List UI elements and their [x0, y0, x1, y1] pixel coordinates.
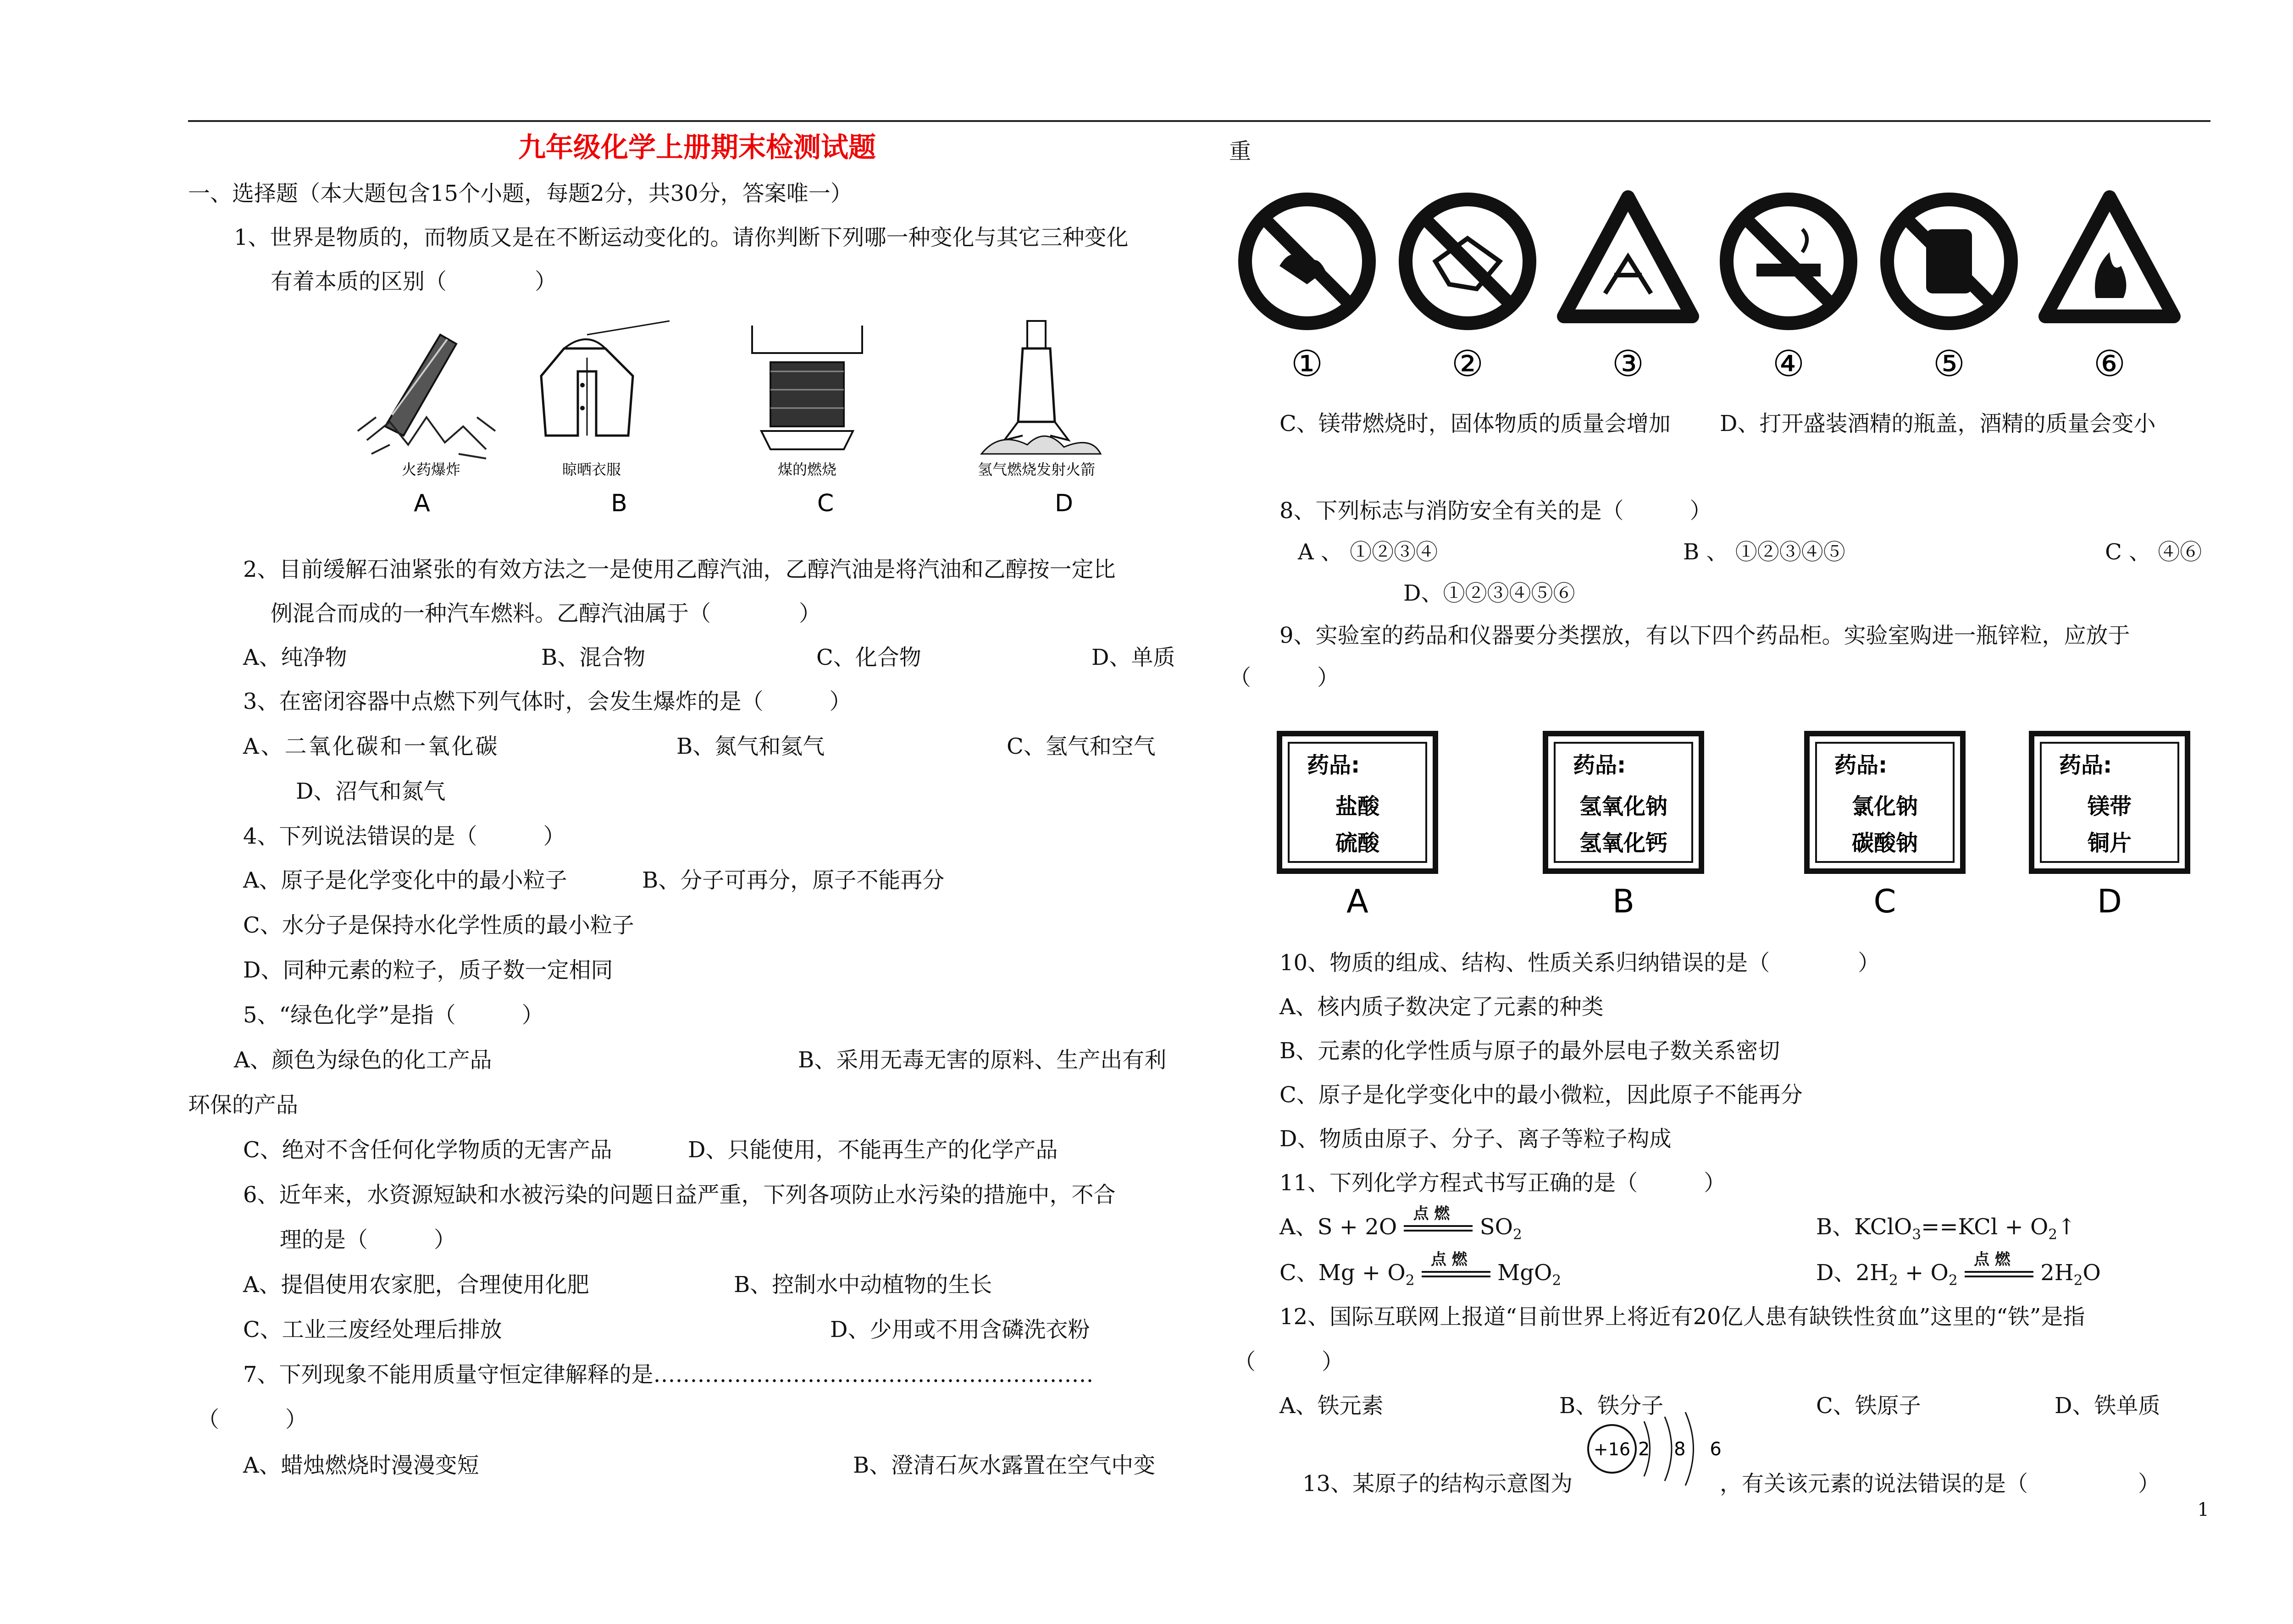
image-caption-d: 氢气燃烧发射火箭: [977, 461, 1096, 478]
q11-a-condition: [1404, 1204, 1473, 1240]
image-letter-c: C: [817, 490, 834, 517]
q4-option-b: B、分子可再分，原子不能再分: [642, 867, 945, 893]
q8-stem: 8、下列标志与消防安全有关的是（ ）: [1279, 498, 1712, 524]
cabinets-figure: [1270, 729, 2210, 931]
cabinet-d-item1: 镁带: [2087, 794, 2132, 819]
image-letter-d: D: [1054, 490, 1074, 517]
q9-stem-line1: 9、实验室的药品和仪器要分类摆放，有以下四个药品柜。实验室购进一瓶锌粒，应放于: [1279, 623, 2130, 648]
q7-option-a: A、蜡烛燃烧时漫漫变短: [243, 1453, 479, 1478]
q7-stem-line1: 7、下列现象不能用质量守恒定律解释的是……………………………………………………: [243, 1362, 1094, 1387]
q6-option-d: D、少用或不用含磷洗衣粉: [830, 1317, 1090, 1342]
q11-stem: 11、下列化学方程式书写正确的是（ ）: [1279, 1170, 1726, 1196]
q12-option-b: B、铁分子: [1559, 1393, 1664, 1419]
flammable-warning-icon: [2045, 197, 2174, 316]
q2-option-c: C、化合物: [816, 645, 921, 670]
q11-c-reactants-sub: 2: [1405, 1272, 1415, 1289]
q10-stem: 10、物质的组成、结构、性质关系归纳错误的是（ ）: [1279, 950, 1880, 976]
q2-option-a: A、纯净物: [243, 645, 347, 670]
q12-stem-line2: （ ）: [1234, 1349, 1344, 1375]
q3-stem: 3、在密闭容器中点燃下列气体时，会发生爆炸的是（ ）: [243, 689, 852, 714]
image-letter-b: B: [611, 490, 627, 517]
rocket-launch-illustration: [981, 321, 1101, 454]
q2-option-b: B、混合物: [541, 645, 646, 670]
q11-a-product-sub: 2: [1512, 1226, 1522, 1243]
q11-b-reactant-sub: 3: [1912, 1226, 1922, 1243]
cabinet-b-item1: 氢氧化钠: [1579, 794, 1668, 819]
top-rule: [188, 120, 2210, 122]
q3-option-b: B、氮气和氦气: [676, 734, 825, 759]
sign-label-1: ①: [1291, 343, 1323, 385]
cabinet-c-head: 药品:: [1834, 752, 1888, 778]
q9-stem-line2: （ ）: [1229, 665, 1340, 690]
no-burning-sign-icon: [1406, 199, 1529, 323]
cabinet-b-item2: 氢氧化钙: [1579, 830, 1668, 856]
q12-option-c: C、铁原子: [1816, 1393, 1921, 1419]
cabinet-letter-c: C: [1873, 883, 1896, 920]
q5-option-a: A、颜色为绿色的化工产品: [234, 1047, 492, 1073]
q11-c-condition: [1422, 1250, 1490, 1286]
cabinet-b-head: 药品:: [1573, 752, 1626, 778]
q8-option-a: A 、 ①②③④: [1298, 539, 1438, 565]
q3-option-d: D、沼气和氮气: [296, 779, 446, 804]
q2-stem-line2: 例混合而成的一种汽车燃料。乙醇汽油属于（ ）: [271, 601, 821, 626]
atom-structure-diagram: [1582, 1412, 1731, 1495]
q11-d-reactant1-sub: 2: [1889, 1272, 1898, 1289]
q7-option-c: C、镁带燃烧时，固体物质的质量会增加: [1279, 411, 1671, 436]
safety-signs-figure: [1238, 193, 2192, 385]
q11-d-condition: [1965, 1250, 2033, 1286]
q11-d-product-end: O: [2083, 1260, 2101, 1286]
sign-label-2: ②: [1451, 343, 1484, 385]
coal-burning-illustration: [752, 326, 862, 449]
gas-arrow-icon: ↑: [2057, 1214, 2076, 1240]
cabinet-a-item1: 盐酸: [1335, 794, 1380, 819]
q1-figure: [349, 316, 1156, 518]
q5-option-c: C、绝对不含任何化学物质的无害产品: [243, 1137, 612, 1163]
cabinet-a-head: 药品:: [1307, 752, 1360, 778]
q6-option-c: C、工业三废经处理后排放: [243, 1317, 502, 1342]
image-letter-a: A: [414, 490, 430, 517]
no-smoking-sign-icon: [1727, 199, 1850, 323]
sign-label-5: ⑤: [1933, 343, 1965, 385]
q11-option-b: [1816, 1216, 2076, 1242]
q11-d-product-sub: 2: [2073, 1272, 2083, 1289]
q3-option-c: C、氢气和空气: [1007, 734, 1156, 759]
q11-option-d: [1816, 1250, 2101, 1289]
q13-stem-pre: 13、某原子的结构示意图为: [1302, 1471, 1573, 1497]
q8-option-b: B 、 ①②③④⑤: [1683, 539, 1845, 565]
q10-option-a: A、核内质子数决定了元素的种类: [1279, 994, 1604, 1020]
cabinet-d-head: 药品:: [2059, 752, 2112, 778]
q5-option-b-line1: B、采用无毒无害的原料、生产出有利: [798, 1047, 1167, 1073]
q5-stem: 5、“绿色化学”是指（ ）: [243, 1002, 544, 1028]
q11-a-condition-text: 点 燃: [1413, 1204, 1450, 1223]
q5-option-d: D、只能使用，不能再生产的化学产品: [688, 1137, 1058, 1163]
q11-d-reactant1: D、2H: [1816, 1260, 1889, 1286]
q8-option-d: D、①②③④⑤⑥: [1403, 580, 1575, 606]
q6-option-a: A、提倡使用农家肥，合理使用化肥: [243, 1272, 589, 1298]
q4-option-d: D、同种元素的粒子，质子数一定相同: [243, 957, 613, 983]
q11-a-reactants: A、S + 2O: [1279, 1214, 1397, 1240]
q4-option-c: C、水分子是保持水化学性质的最小粒子: [243, 912, 634, 938]
q12-option-a: A、铁元素: [1279, 1393, 1384, 1419]
explosive-warning-icon: [1564, 197, 1692, 316]
q11-d-condition-text: 点 燃: [1973, 1250, 2011, 1269]
q6-stem-line1: 6、近年来，水资源短缺和水被污染的问题日益严重，下列各项防止水污染的措施中，不合: [243, 1182, 1116, 1208]
q4-option-a: A、原子是化学变化中的最小粒子: [243, 867, 567, 893]
explosion-illustration: [358, 335, 495, 458]
q3-option-a: A、二氧化碳和一氧化碳: [243, 734, 499, 759]
q11-c-reactants: C、Mg + O: [1279, 1260, 1406, 1286]
q1-stem-line1: 1、世界是物质的，而物质又是在不断运动变化的。请你判断下列哪一种变化与其它三种变化: [234, 225, 1129, 250]
q1-stem-line2: 有着本质的区别（ ）: [271, 269, 557, 294]
q11-b-reactant: B、KClO: [1816, 1214, 1912, 1240]
q10-option-b: B、元素的化学性质与原子的最外层电子数关系密切: [1279, 1038, 1780, 1064]
cabinet-d-item2: 铜片: [2087, 830, 2132, 856]
hanging-clothes-illustration: [541, 321, 670, 436]
q11-d-reactant2: + O: [1898, 1260, 1949, 1286]
q11-d-reactant2-sub: 2: [1948, 1272, 1958, 1289]
atom-electron-shells: 2 8 6: [1638, 1439, 1731, 1460]
q5-option-b-line2: 环保的产品: [188, 1092, 299, 1118]
cabinet-letter-d: D: [2097, 883, 2122, 920]
section-heading: 一、选择题（本大题包含15个小题，每题2分，共30分，答案唯一）: [188, 181, 853, 206]
q11-a-product: SO: [1479, 1214, 1513, 1240]
q11-c-condition-text: 点 燃: [1430, 1250, 1468, 1269]
cabinet-a-item2: 硫酸: [1335, 830, 1380, 856]
sign-label-6: ⑥: [2094, 343, 2126, 385]
q2-option-d: D、单质: [1091, 645, 1175, 670]
q11-d-product: 2H: [2040, 1260, 2074, 1286]
no-storage-sign-icon: [1887, 199, 2011, 323]
no-fire-sign-icon: [1245, 199, 1369, 323]
page-title: 九年级化学上册期末检测试题: [518, 132, 876, 164]
page-number: 1: [2197, 1499, 2209, 1520]
q2-stem-line1: 2、目前缓解石油紧张的有效方法之一是使用乙醇汽油，乙醇汽油是将汽油和乙醇按一定比: [243, 557, 1116, 582]
image-caption-c: 煤的燃烧: [777, 461, 837, 478]
q7-option-b-line1: B、澄清石灰水露置在空气中变: [853, 1453, 1156, 1478]
cabinet-c-item1: 氯化钠: [1851, 794, 1918, 819]
q6-stem-line2: 理的是（ ）: [280, 1227, 456, 1253]
cabinet-letter-b: B: [1612, 883, 1635, 920]
q11-b-products: ==KCl + O: [1921, 1214, 2049, 1240]
q11-option-a: [1279, 1204, 1522, 1243]
cabinet-c-item2: 碳酸钠: [1851, 830, 1918, 856]
q10-option-d: D、物质由原子、分子、离子等粒子构成: [1279, 1126, 1672, 1152]
sign-label-4: ④: [1772, 343, 1805, 385]
sign-label-3: ③: [1612, 343, 1644, 385]
q12-option-d: D、铁单质: [2055, 1393, 2160, 1419]
q7-stem-line2: （ ）: [197, 1407, 308, 1432]
q11-b-products-sub: 2: [2048, 1226, 2058, 1243]
cabinet-letter-a: A: [1346, 883, 1368, 920]
q8-option-c: C 、 ④⑥: [2105, 539, 2202, 565]
q6-option-b: B、控制水中动植物的生长: [734, 1272, 992, 1298]
q4-stem: 4、下列说法错误的是（ ）: [243, 823, 565, 849]
q7-option-b-line2: 重: [1229, 138, 1252, 164]
image-caption-a: 火药爆炸: [401, 461, 461, 478]
q11-option-c: [1279, 1250, 1562, 1289]
image-caption-b: 晾晒衣服: [562, 461, 621, 478]
atom-nucleus: +16: [1593, 1439, 1631, 1459]
q11-c-product: MgO: [1497, 1260, 1552, 1286]
q7-option-d: D、打开盛装酒精的瓶盖，酒精的质量会变小: [1720, 411, 2156, 436]
q13-stem-post: ，有关该元素的说法错误的是（ ）: [1720, 1471, 2160, 1497]
q12-stem-line1: 12、国际互联网上报道“目前世界上将近有20亿人患有缺铁性贫血”这里的“铁”是指: [1279, 1304, 2085, 1330]
q11-c-product-sub: 2: [1552, 1272, 1562, 1289]
q10-option-c: C、原子是化学变化中的最小微粒，因此原子不能再分: [1279, 1082, 1803, 1108]
